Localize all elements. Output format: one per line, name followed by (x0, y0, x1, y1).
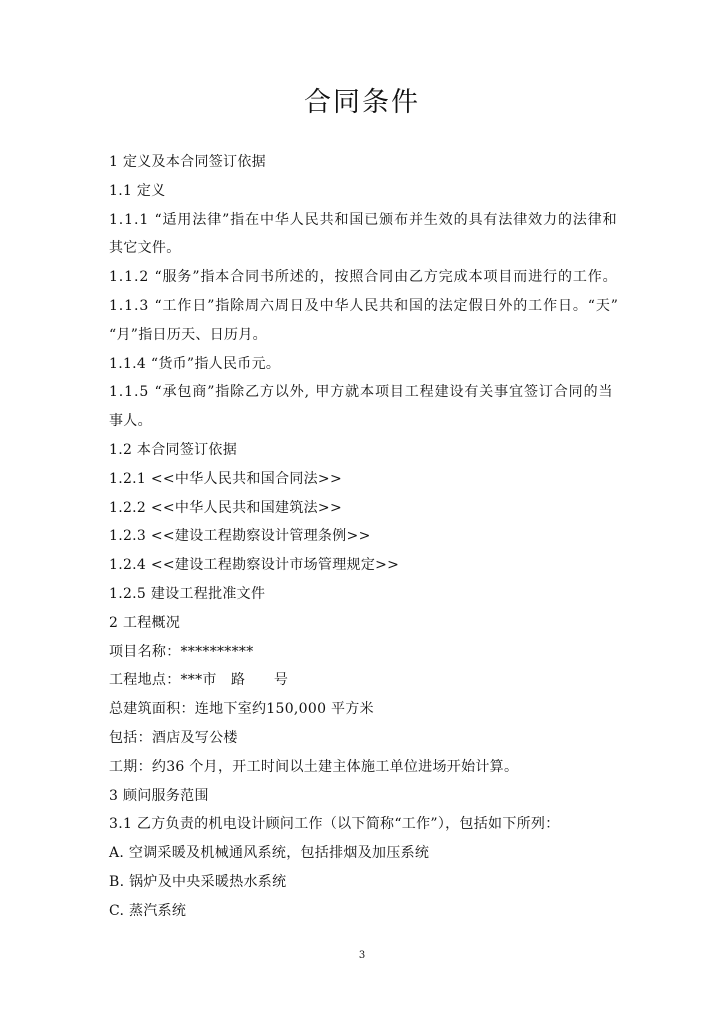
section-heading: 3 顾问服务范围 (109, 787, 209, 804)
clause-text-continuation: 其它文件。 (109, 240, 181, 257)
duration-line: 工期：约36 个月，开工时间以土建主体施工单位进场开始计算。 (109, 758, 519, 775)
clause-text: 1.1.4 “货币”指人民币元。 (109, 355, 281, 372)
project-name-line: 项目名称：********** (109, 643, 254, 660)
clause-text: 1.2.5 建设工程批准文件 (109, 585, 266, 602)
clause-text: 1.2.2 <<中华人民共和国建筑法>> (109, 499, 342, 516)
list-item: A. 空调采暖及机械通风系统，包括排烟及加压系统 (109, 845, 430, 862)
clause-text: 1.2.3 <<建设工程勘察设计管理条例>> (109, 528, 371, 545)
clause-text: 1.1.2 “服务”指本合同书所述的，按照合同由乙方完成本项目而进行的工作。 (109, 269, 618, 286)
clause-text: 1.1.1 “适用法律”指在中华人民共和国已颁布并生效的具有法律效力的法律和 (109, 211, 618, 228)
document-body (109, 148, 619, 926)
list-item: C. 蒸汽系统 (109, 902, 187, 919)
page-number: 3 (358, 950, 366, 961)
section-heading: 2 工程概况 (109, 614, 181, 631)
section-heading: 1 定义及本合同签订依据 (109, 154, 266, 170)
floor-area-line: 总建筑面积：连地下室约150,000 平方米 (109, 701, 374, 718)
subsection-heading: 1.2 本合同签订依据 (109, 441, 238, 458)
clause-text: 3.1 乙方负责的机电设计顾问工作（以下简称“工作”），包括如下所列： (109, 816, 560, 833)
project-location-line: 工程地点：***市 路 号 (109, 672, 289, 689)
clause-text-continuation: “月”指日历天、日历月。 (109, 326, 267, 343)
clause-text: 1.1.5 “承包商”指除乙方以外, 甲方就本项目工程建设有关事宜签订合同的当 (109, 384, 614, 401)
clause-text: 1.1.3 “工作日”指除周六周日及中华人民共和国的法定假日外的工作日。“天” (109, 297, 619, 314)
clause-text: 1.2.4 <<建设工程勘察设计市场管理规定>> (109, 557, 400, 574)
includes-line: 包括：酒店及写公楼 (109, 729, 238, 746)
list-item: B. 锅炉及中央采暖热水系统 (109, 873, 287, 890)
document-title: 合同条件 (304, 87, 420, 118)
clause-text-continuation: 事人。 (109, 413, 152, 430)
clause-text: 1.2.1 <<中华人民共和国合同法>> (109, 470, 342, 487)
subsection-heading: 1.1 定义 (109, 182, 166, 199)
